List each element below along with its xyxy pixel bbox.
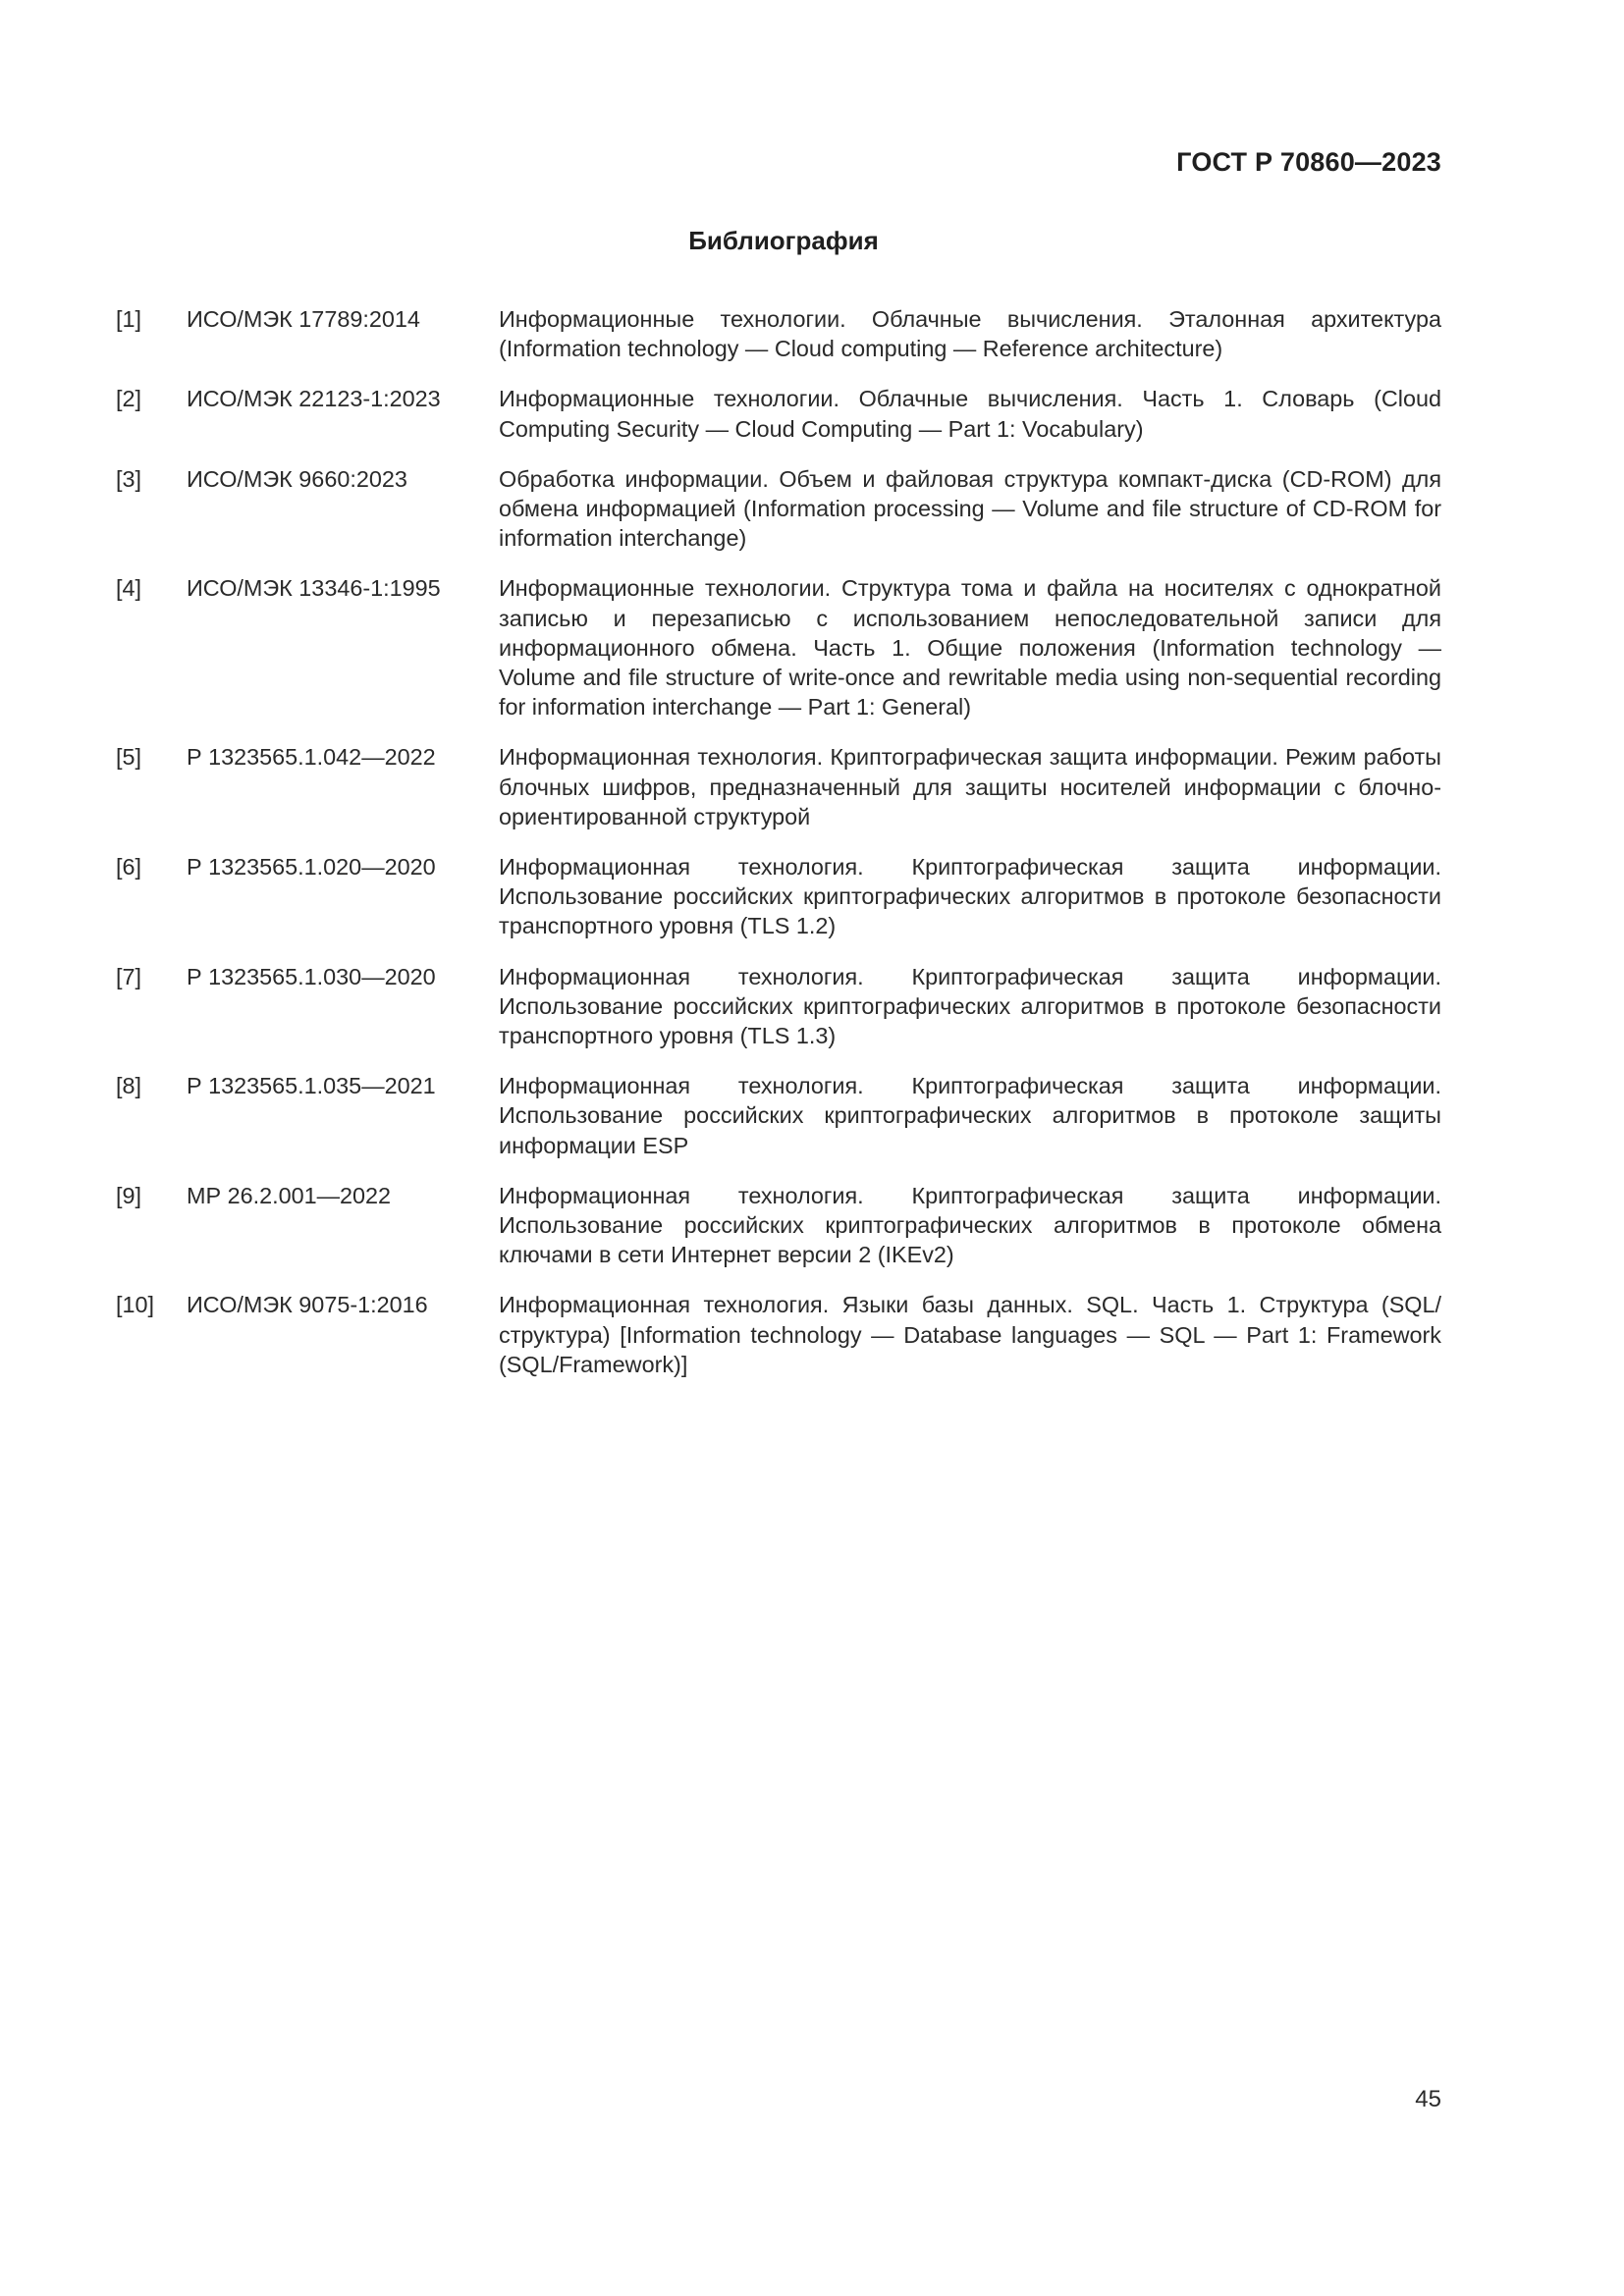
bibliography-entry xyxy=(116,384,1441,443)
entry-code: Р 1323565.1.020—2020 xyxy=(187,854,436,881)
bibliography-entry xyxy=(116,1290,1441,1379)
entry-description: Информационная технология. Языки базы данных. SQL. Часть 1. Структура (SQL/ структура) [Information technology — Database languages — SQL — Part 1: Framework (SQL/Framework)] xyxy=(499,1292,1441,1377)
entry-code: ИСО/МЭК 17789:2014 xyxy=(187,306,420,332)
bibliography-entry xyxy=(116,464,1441,554)
entry-code: МР 26.2.001—2022 xyxy=(187,1182,392,1208)
entry-description: Информационные технологии. Облачные вычисления. Эталонная архитектура (Information technology — Cloud computing — Reference architecture) xyxy=(499,306,1441,362)
page-number: 45 xyxy=(1415,2086,1441,2112)
bibliography-entry xyxy=(116,962,1441,1051)
bibliography-entry xyxy=(116,573,1441,721)
entry-number: [6] xyxy=(116,854,142,881)
bibliography-entry xyxy=(116,304,1441,363)
entry-code: Р 1323565.1.030—2020 xyxy=(187,963,436,989)
document-code: ГОСТ Р 70860—2023 xyxy=(1176,147,1441,177)
entry-number: [9] xyxy=(116,1182,142,1208)
entry-number: [1] xyxy=(116,306,142,332)
entry-code: ИСО/МЭК 13346-1:1995 xyxy=(187,575,441,602)
bibliography-entry xyxy=(116,852,1441,941)
entry-number: [7] xyxy=(116,963,142,989)
entry-code: Р 1323565.1.042—2022 xyxy=(187,744,436,771)
entry-number: [2] xyxy=(116,386,142,412)
entry-description: Информационная технология. Криптографическая защита информации. Использование российских криптографических алгоритмов в протоколе безопасности транспортного уровня (TLS 1.3) xyxy=(499,963,1441,1049)
entry-description: Информационная технология. Криптографическая защита информации. Использование российских криптографических алгоритмов в протоколе обмена ключами в сети Интернет версии 2 (IKEv2) xyxy=(499,1182,1441,1268)
entry-number: [4] xyxy=(116,575,142,602)
entry-description: Обработка информации. Объем и файловая структура компакт-диска (CD-ROM) для обмена информацией (Information processing — Volume and file structure of CD-ROM for information interchange) xyxy=(499,465,1441,552)
entry-code: ИСО/МЭК 9075-1:2016 xyxy=(187,1292,428,1318)
entry-description: Информационная технология. Криптографическая защита информации. Использование российских криптографических алгоритмов в протоколе защиты информации ESP xyxy=(499,1073,1441,1158)
entry-number: [8] xyxy=(116,1073,142,1099)
bibliography-entry xyxy=(116,1181,1441,1270)
entry-code: Р 1323565.1.035—2021 xyxy=(187,1073,436,1099)
entry-code: ИСО/МЭК 22123-1:2023 xyxy=(187,386,441,412)
bibliography-list xyxy=(116,304,1441,1400)
bibliography-entry xyxy=(116,1071,1441,1160)
entry-description: Информационная технология. Криптографическая защита информации. Использование российских криптографических алгоритмов в протоколе безопасности транспортного уровня (TLS 1.2) xyxy=(499,854,1441,939)
entry-description: Информационная технология. Криптографическая защита информации. Режим работы блочных шифров, предназначенный для защиты носителей информации с блочно-ориентированной структурой xyxy=(499,744,1441,829)
entry-description: Информационные технологии. Структура тома и файла на носителях с однократной записью и перезаписью с использованием непоследовательной записи для информационного обмена. Часть 1. Общие положения (Information technology — Volume and file structure of write-once and rewritable media using non-sequential recording for information interchange — Part 1: General) xyxy=(499,575,1441,721)
entry-description: Информационные технологии. Облачные вычисления. Часть 1. Словарь (Cloud Computing Security — Cloud Computing — Part 1: Vocabulary) xyxy=(499,386,1441,442)
entry-number: [10] xyxy=(116,1292,155,1318)
entry-code: ИСО/МЭК 9660:2023 xyxy=(187,465,407,492)
section-title: Библиография xyxy=(688,226,879,255)
entry-number: [3] xyxy=(116,465,142,492)
bibliography-entry xyxy=(116,742,1441,831)
entry-number: [5] xyxy=(116,744,142,771)
